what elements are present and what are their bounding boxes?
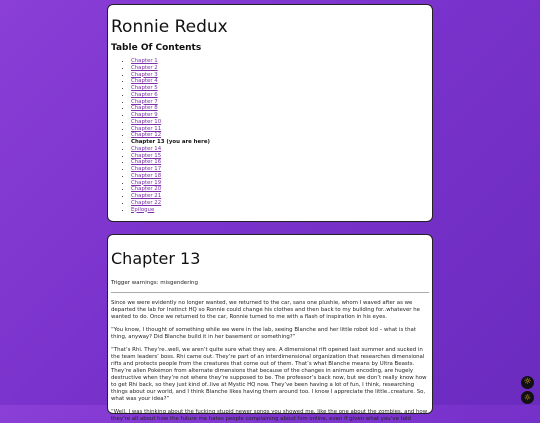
toc-item[interactable] [131, 112, 429, 119]
toc-link[interactable]: Chapter 4 [131, 78, 158, 85]
toc-item[interactable] [131, 105, 429, 112]
toc-item[interactable] [131, 200, 429, 207]
toc-item[interactable] [131, 58, 429, 65]
toc-link[interactable]: Epilogue [131, 206, 155, 213]
chapter-paragraph: “Well, I was thinking about the fucking stupid newer songs you showed me, like the one about the zombies, and how they’re all about how the future me hates people complaining about him online, even if given what you’ve told [111, 409, 428, 422]
toc-item[interactable] [131, 72, 429, 79]
toc-item[interactable] [131, 65, 429, 72]
toc-item[interactable] [131, 159, 429, 166]
toc-card [107, 4, 433, 222]
toc-item[interactable] [131, 78, 429, 85]
toc-item[interactable] [131, 126, 429, 133]
toc-link[interactable]: Chapter 19 [131, 179, 162, 186]
toc-link[interactable]: Chapter 1 [131, 58, 158, 64]
toc-link[interactable]: Chapter 18 [131, 172, 162, 179]
chapter-paragraph: “You know, I thought of something while we were in the lab, seeing Blanche and her little robot kid – what is that thing, anyway? Did Blanche build it in her basement or something?” [111, 327, 416, 340]
toc-item[interactable] [131, 132, 429, 139]
toc-link[interactable]: Chapter 21 [131, 193, 162, 199]
toc-item[interactable] [131, 207, 429, 214]
chapter-paragraph: Since we were evidently no longer wanted, we returned to the car, sans one plushie, whom I waved after as we departed the lab for Instinct HQ so Ronnie could change his clothes and then back to my building for..whatever he wanted to do. Once we returned to the car, Ronnie turned to me with a flash of inspiration in his eyes. [111, 300, 420, 320]
toc-heading: Table Of Contents [111, 43, 202, 53]
toc-link[interactable]: Chapter 15 [131, 152, 162, 159]
theme-toggle-button-secondary[interactable] [521, 391, 534, 404]
toc-list [111, 58, 429, 213]
toc-item[interactable] [131, 92, 429, 99]
toc-item[interactable] [131, 193, 429, 200]
chapter-card [107, 234, 433, 422]
toc-item[interactable] [131, 173, 429, 180]
trigger-warning: Trigger warnings: misgendering [111, 280, 429, 293]
toc-link[interactable]: Chapter 8 [131, 105, 158, 112]
theme-toggle-button[interactable] [521, 376, 534, 389]
toc-link[interactable]: Chapter 12 [131, 132, 162, 139]
sun-icon: ☼ [523, 392, 532, 402]
toc-link[interactable]: Chapter 10 [131, 118, 162, 125]
chapter-paragraph: “That’s Rhi. They’re..well, we aren’t quite sure what they are. A dimensional rift opened last summer and sucked in the team leaders’ boss. Rhi came out. They’re part of an interdimensional organization that researches dimensional rifts and protects people from the creatures that come out of them. That’s what Blanche means by Ultra Beasts. They’re alien Pokémon from alternate dimensions that because of the changes in animum encoding, are hugely destructive when they’re not where they’re supposed to be. The professor’s back now, but we don’t really know how to get Rhi back, so they just kind of..live at Mystic HQ now. They’ve been having a lot of fun, I think, researching things about our world, and I think Blanche likes having them around too. I know I appreciate the little..creature. So, what was your idea?” [111, 347, 427, 402]
toc-link[interactable]: Chapter 7 [131, 98, 158, 105]
toc-item[interactable] [131, 119, 429, 126]
chapter-title: Chapter 13 [111, 249, 201, 268]
toc-item: • Chapter 13 (you are here) [131, 139, 429, 146]
toc-link[interactable]: Chapter 22 [131, 199, 162, 206]
toc-link[interactable]: Chapter 17 [131, 166, 162, 172]
toc-item[interactable] [131, 153, 429, 160]
toc-link[interactable]: Chapter 5 [131, 85, 158, 91]
toc-item[interactable] [131, 166, 429, 173]
toc-link[interactable]: Chapter 9 [131, 112, 158, 118]
toc-link[interactable]: Chapter 6 [131, 91, 158, 98]
toc-item[interactable] [131, 180, 429, 187]
toc-item[interactable] [131, 99, 429, 106]
sun-icon: ☼ [523, 377, 532, 387]
toc-item[interactable] [131, 186, 429, 193]
toc-link[interactable]: Chapter 3 [131, 71, 158, 78]
toc-item[interactable] [131, 85, 429, 92]
toc-link[interactable]: Chapter 20 [131, 186, 162, 193]
chapter-body [111, 300, 429, 423]
site-title: Ronnie Redux [111, 17, 228, 37]
toc-link[interactable]: Chapter 2 [131, 64, 158, 71]
toc-item[interactable] [131, 146, 429, 153]
toc-link[interactable]: Chapter 16 [131, 159, 162, 166]
toc-link[interactable]: Chapter 11 [131, 125, 162, 132]
toc-link[interactable]: Chapter 14 [131, 145, 162, 152]
